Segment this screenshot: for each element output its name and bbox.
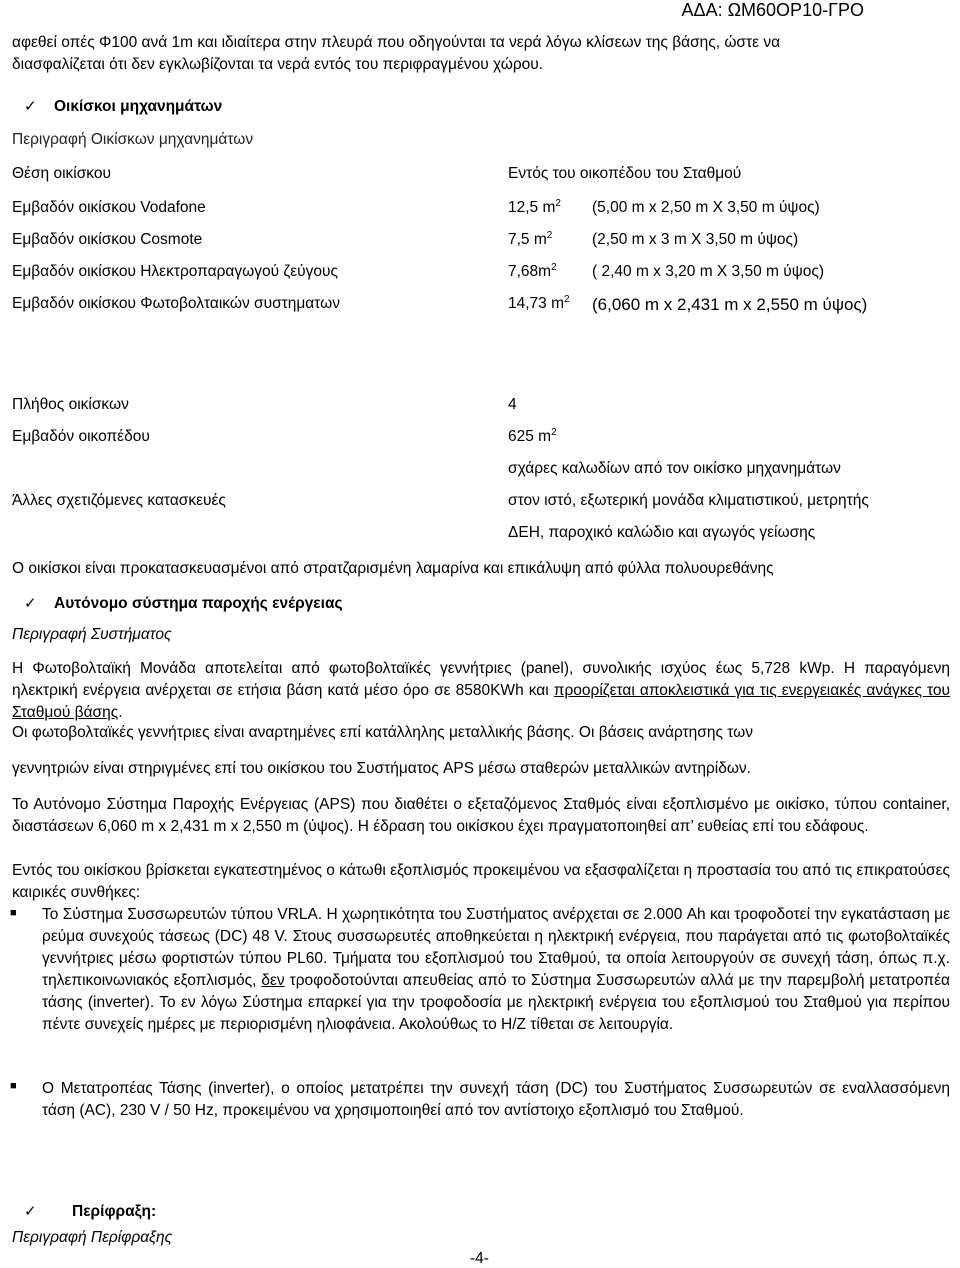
check-icon: ✓ — [24, 595, 37, 612]
area-value-text: 12,5 m — [508, 199, 556, 216]
area-row-value — [508, 231, 552, 249]
paragraph-mounting-line-2: γεννητριών είναι στηριγμένες επί του οικίσκου του Συστήματος APS μέσω σταθερών μεταλλικών αντηρίδων. — [12, 760, 751, 777]
prefab-note: Ο οικίσκοι είναι προκατασκευασμένοι από στρατζαρισμένη λαμαρίνα και επικάλυψη από φύλλα πολυουρεθάνης — [12, 560, 774, 577]
count-label: Πλήθος οικίσκων — [12, 396, 129, 413]
other-line-2: στον ιστό, εξωτερική μονάδα κλιματιστικού, μετρητής — [508, 492, 869, 509]
count-value: 4 — [508, 396, 517, 413]
bullet1-underlined: δεν — [261, 972, 285, 989]
area-exponent: 2 — [551, 261, 557, 273]
page-number: -4- — [470, 1250, 489, 1267]
other-line-3: ΔΕΗ, παροχικό καλώδιο και αγωγός γείωσης — [508, 524, 816, 541]
area-value-text: 7,68m — [508, 263, 552, 280]
section-heading-fence — [24, 1202, 156, 1221]
area-row-dimensions: (5,00 m x 2,50 m X 3,50 m ύψος) — [592, 199, 820, 216]
bullet-batteries — [42, 904, 950, 1036]
pv-end: . — [118, 704, 123, 721]
plot-value-text: 625 m — [508, 428, 552, 445]
area-exponent: 2 — [546, 229, 553, 241]
subheading-system: Περιγραφή Συστήματος — [12, 626, 172, 643]
other-line-1: σχάρες καλωδίων από τον οικίσκο μηχανημάτων — [508, 460, 841, 477]
area-value-text: 7,5 m — [508, 231, 547, 248]
area-row-dimensions: ( 2,40 m x 3,20 m X 3,50 m ύψος) — [592, 263, 825, 280]
section-heading-kiosks — [24, 97, 222, 116]
square-bullet-icon: ■ — [10, 1080, 17, 1092]
paragraph-pv-unit — [12, 658, 950, 724]
paragraph-aps: Το Αυτόνομο Σύστημα Παροχής Ενέργειας (APS) που διαθέτει ο εξεταζόμενος Σταθμός είναι εξοπλισμένο με οικίσκο, τύπου container, διαστάσεων 6,060 m x 2,431 m x 2,550 m (ύψος). Η έδραση του οικίσκου έχει πραγματοποιηθεί απ’ ευθείας επί του εδάφους. — [12, 796, 950, 835]
other-label: Άλλες σχετιζόμενες κατασκευές — [12, 492, 226, 509]
heading-text: Περίφραξη: — [72, 1203, 157, 1220]
area-row-value — [508, 199, 561, 217]
square-bullet-icon: ■ — [10, 907, 17, 919]
plot-exponent: 2 — [551, 426, 557, 438]
plot-label: Εμβαδόν οικοπέδου — [12, 428, 150, 445]
area-value-text: 14,73 m — [508, 295, 565, 312]
intro-line-2: διασφαλίζεται ότι δεν εγκλωβίζονται τα νερά εντός του περιφραγμένου χώρου. — [12, 56, 544, 73]
ada-code: ΑΔΑ: ΩΜ60ΟΡ10-ΓΡΟ — [681, 0, 864, 20]
area-row-value — [508, 263, 557, 281]
subheading-fence: Περιγραφή Περίφραξης — [12, 1229, 173, 1246]
check-icon: ✓ — [24, 98, 37, 115]
paragraph-mounting-line-1: Οι φωτοβολταϊκές γεννήτριες είναι αναρτημένες επί κατάλληλης μεταλλικής βάσης. Οι βάσεις ανάρτησης των — [12, 724, 754, 741]
intro-line-1: αφεθεί οπές Φ100 ανά 1m και ιδιαίτερα στην πλευρά που οδηγούνται τα νερά λόγω κλίσεων της βάσης, ώστε να — [12, 34, 781, 51]
pv-underlined-text: προορίζεται αποκλειστικά για τις ενεργειακές ανάγκες του Σταθμού βάσης — [12, 682, 950, 721]
area-row-label: Εμβαδόν οικίσκου Vodafone — [12, 199, 206, 216]
position-label: Θέση οικίσκου — [12, 165, 111, 182]
area-row-dimensions: (2,50 m x 3 m X 3,50 m ύψος) — [592, 231, 799, 248]
heading-text: Οικίσκοι μηχανημάτων — [54, 98, 223, 115]
section-heading-energy — [24, 594, 343, 613]
area-row-dimensions: (6,060 m x 2,431 m x 2,550 m ύψος) — [592, 295, 868, 314]
area-exponent: 2 — [555, 197, 561, 209]
heading-text: Αυτόνομο σύστημα παροχής ενέργειας — [54, 595, 343, 612]
position-value: Εντός του οικοπέδου του Σταθμού — [508, 165, 742, 182]
subheading-kiosks: Περιγραφή Οικίσκων μηχανημάτων — [12, 131, 254, 148]
bullet-inverter: Ο Μετατροπέας Τάσης (inverter), ο οποίος μετατρέπει την συνεχή τάση (DC) του Συστήματος Συσσωρευτών σε εναλλασσόμενη τάση (AC), 230 V / 50 Hz, προκειμένου να χρησιμοποιηθεί από τον αντίστοιχο εξοπλισμό του Σταθμού. — [42, 1080, 950, 1119]
paragraph-equipment: Εντός του οικίσκου βρίσκεται εγκατεστημένος ο κάτωθι εξοπλισμός προκειμένου να εξασφαλίζεται η προστασία του από τις επικρατούσες καιρικές συνθήκες: — [12, 862, 950, 901]
area-row-label: Εμβαδόν οικίσκου Φωτοβολταικών συστηματων — [12, 295, 341, 312]
plot-value — [508, 428, 557, 446]
area-row-value — [508, 295, 570, 313]
area-row-label: Εμβαδόν οικίσκου Cosmote — [12, 231, 203, 248]
check-icon: ✓ — [24, 1203, 37, 1220]
area-row-label: Εμβαδόν οικίσκου Ηλεκτροπαραγωγού ζεύγους — [12, 263, 338, 280]
bullet1-text-a: Το Σύστημα Συσσωρευτών τύπου VRLA. Η χωρητικότητα του Συστήματος ανέρχεται σε 2.000 Ah και τροφοδοτεί την εγκατάσταση με ρεύμα συνεχούς τάσεως (DC) 48 V. Στους συσσωρευτές αποθηκεύεται η ηλεκτρική ενέργεια, που παράγεται από τις φωτοβολταϊκές γεννήτριες μέσω φορτιστών τύπου PL60. Τμήματα του εξοπλισμού του Σταθμού, τα οποία λειτουργούν σε συνεχή τάση, όπως π.χ. τηλεπικοινωνιακός εξοπλισμός, — [42, 906, 950, 989]
pv-text: Η Φωτοβολταϊκή Μονάδα αποτελείται από φωτοβολταϊκές γεννήτριες (panel), συνολικής ισχύος έως 5,728 kWp. Η παραγόμενη ηλεκτρική ενέργεια ανέρχεται σε ετήσια βάση κατά μέσο όρο σε 8580KWh και — [12, 660, 950, 699]
bullet1-text-b: τροφοδοτούνται απευθείας από το Σύστημα Συσσωρευτών αλλά με την παρεμβολή μετατροπέα τάσης (inverter). Το εν λόγω Σύστημα επαρκεί για την τροφοδοσία με ηλεκτρική ενέργεια του εξοπλισμού του Σταθμού για περίπου πέντε συνεχείς ημέρες με περιορισμένη ηλιοφάνεια. Ακολούθως το Η/Ζ τίθεται σε λειτουργία. — [42, 972, 950, 1033]
area-exponent: 2 — [564, 293, 570, 305]
